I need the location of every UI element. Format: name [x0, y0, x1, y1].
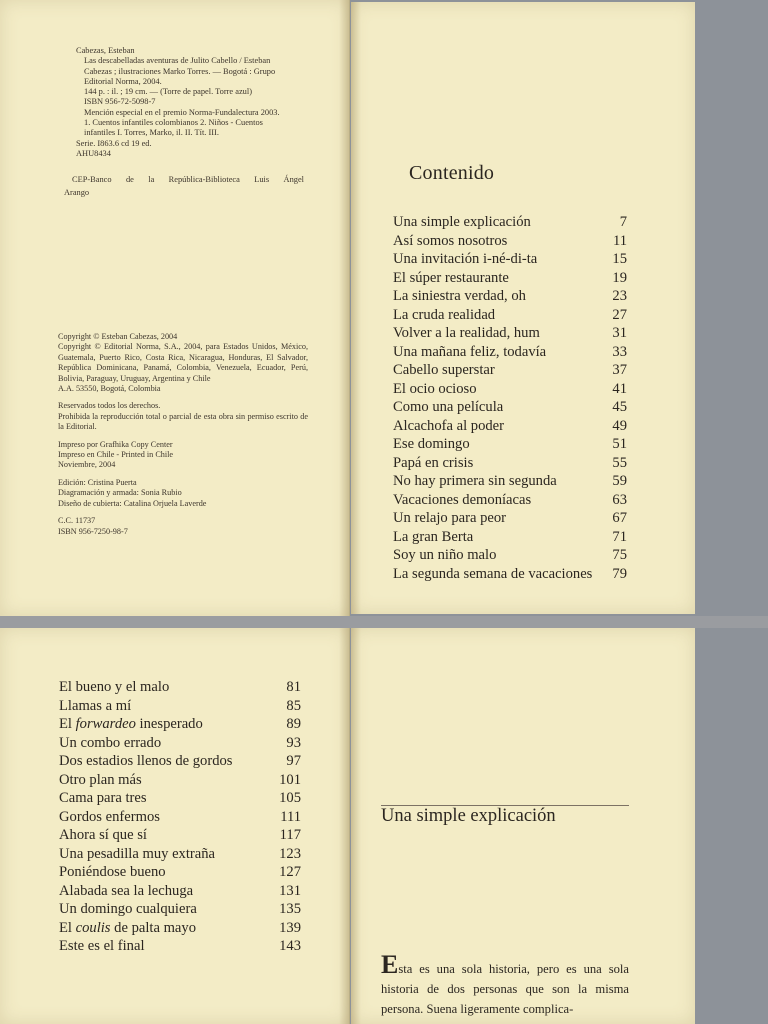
toc-entry-title-italic: forwardeo [75, 716, 136, 732]
toc-entry [59, 789, 301, 808]
toc-entry [59, 752, 301, 771]
isbn: ISBN 956-7250-98-7 [58, 526, 128, 536]
spread-separator [0, 616, 768, 628]
toc-entry [393, 250, 627, 269]
catalog-line: 1. Cuentos infantiles colombianos 2. Niños - Cuentos [84, 118, 263, 128]
toc-entry-title: Una pesadilla muy extraña [59, 845, 216, 862]
toc-entry-page: 71 [612, 528, 627, 545]
toc-entry-title: La siniestra verdad, oh [393, 288, 526, 304]
toc-entry-title-post: de palta mayo [110, 919, 197, 936]
toc-entry [59, 808, 301, 827]
cep-line-cont: Arango [64, 188, 90, 197]
gutter-shadow [339, 0, 349, 616]
toc-entry [59, 734, 301, 753]
contents-list-continued [59, 678, 301, 956]
toc-entry-page: 23 [612, 288, 627, 304]
toc-entry-title: Una mañana feliz, todavía [393, 343, 547, 360]
toc-entry [59, 826, 301, 845]
toc-entry-page: 27 [612, 306, 627, 323]
toc-entry [59, 845, 301, 864]
cep-record [64, 172, 304, 198]
toc-entry-page: 131 [279, 882, 301, 899]
toc-entry-title-post: inesperado [135, 716, 203, 732]
contents-page [351, 2, 695, 614]
chapter-body-text: sta es una sola historia, pero es una sola historia de dos personas que son la misma persona. Suena ligeramente complica- [381, 962, 629, 1016]
chapter-page [351, 628, 695, 1024]
contents-list [393, 213, 627, 583]
cc-number: C.C. 11737 [58, 516, 96, 526]
toc-entry-title: Dos estadios llenos de gordos [59, 753, 233, 769]
toc-entry [393, 417, 627, 436]
toc-entry-title: Llamas a mí [59, 697, 132, 714]
publisher-address: A.A. 53550, Bogotá, Colombia [58, 384, 161, 394]
toc-entry [59, 900, 301, 919]
toc-entry-title: Una simple explicación [393, 214, 531, 230]
credit-cover: Diseño de cubierta: Catalina Orjuela Laverde [58, 498, 207, 508]
toc-entry [393, 306, 627, 325]
toc-entry-title: El bueno y el malo [59, 679, 170, 695]
toc-entry-title: Soy un niño malo [393, 547, 497, 563]
toc-entry-title: Otro plan más [59, 771, 142, 788]
toc-entry-title: Ese domingo [393, 436, 470, 452]
catalog-line: 144 p. : il. ; 19 cm. — (Torre de papel. Torre azul) [84, 87, 252, 97]
toc-entry-page: 15 [612, 251, 627, 267]
printer: Impreso por Grafhika Copy Center [58, 439, 173, 449]
catalog-line: Las descabelladas aventuras de Julito Cabello / Esteban [84, 56, 271, 66]
toc-entry [393, 343, 627, 362]
toc-entry-page: 31 [612, 325, 627, 341]
toc-entry [393, 324, 627, 343]
catalog-line: Editorial Norma, 2004. [84, 76, 162, 86]
toc-entry-title: El súper restaurante [393, 269, 509, 286]
toc-entry-title: Poniéndose bueno [59, 864, 166, 880]
toc-entry-page: 101 [279, 771, 301, 788]
toc-entry [393, 509, 627, 528]
toc-entry-page: 55 [612, 454, 627, 471]
toc-entry [393, 213, 627, 232]
toc-entry-title: Alabada sea la lechuga [59, 882, 194, 899]
toc-entry-page: 81 [286, 679, 301, 695]
toc-entry-title: Gordos enfermos [59, 808, 160, 825]
catalog-line: Cabezas ; ilustraciones Marko Torres. — Bogotá : Grupo [84, 66, 276, 76]
toc-entry-page: 143 [279, 938, 301, 954]
toc-entry-title: No hay primera sin segunda [393, 473, 557, 489]
toc-entry [393, 380, 627, 399]
toc-entry-page: 79 [612, 565, 627, 582]
toc-entry-page: 19 [612, 269, 627, 286]
cataloging-record [76, 46, 306, 159]
catalog-line: infantiles I. Torres, Marko, il. II. Tít. III. [84, 128, 219, 138]
toc-entry [393, 472, 627, 491]
toc-entry-page: 45 [612, 399, 627, 415]
toc-entry-title: La segunda semana de vacaciones [393, 565, 593, 582]
toc-entry-page: 97 [286, 753, 301, 769]
toc-entry [59, 937, 301, 956]
toc-entry-title: La cruda realidad [393, 306, 496, 323]
toc-entry-page: 7 [619, 214, 627, 230]
toc-entry-title [59, 715, 203, 734]
toc-entry-page: 41 [612, 380, 627, 397]
chapter-title: Una simple explicación [381, 806, 556, 826]
toc-entry-title: Como una película [393, 399, 504, 415]
toc-entry-title: Volver a la realidad, hum [393, 325, 540, 341]
toc-entry-page: 127 [279, 864, 301, 880]
contents-title: Contenido [409, 162, 495, 184]
toc-entry-title-pre: El [59, 716, 76, 732]
toc-entry-page: 67 [612, 510, 627, 526]
print-date: Noviembre, 2004 [58, 460, 116, 470]
toc-entry-title: Este es el final [59, 938, 145, 954]
toc-entry [59, 678, 301, 697]
toc-entry-title: Cama para tres [59, 790, 147, 806]
toc-entry-title: Ahora sí que sí [59, 827, 147, 843]
copyright-publisher: Copyright © Editorial Norma, S.A., 2004, para Estados Unidos, México, Guatemala, Puerto Rico, Costa Rica, Nicaragua, Honduras, El Salvador, República Dominicana, Panamá, Colombia, Venezuela, Ecuador, Perú, Bolivia, Paraguay, Uruguay, Argentina y Chile [58, 342, 308, 383]
credit-layout: Diagramación y armada: Sonia Rubio [58, 488, 182, 498]
toc-entry-title: Papá en crisis [393, 454, 474, 471]
toc-entry [393, 232, 627, 251]
toc-entry-page: 139 [279, 919, 301, 936]
toc-entry-page: 37 [612, 362, 627, 378]
toc-entry-title-pre: El [59, 919, 76, 936]
copyright-author: Copyright © Esteban Cabezas, 2004 [58, 332, 178, 341]
rights-detail: Prohibida la reproducción total o parcial de esta obra sin permiso escrito de la Editorial. [58, 411, 308, 432]
gutter-shadow [351, 2, 361, 614]
toc-entry-title: La gran Berta [393, 528, 474, 545]
toc-entry-page: 135 [279, 901, 301, 917]
printed-in: Impreso en Chile - Printed in Chile [58, 450, 174, 460]
toc-entry-page: 33 [612, 343, 627, 360]
legal-block [58, 332, 308, 544]
copyright-page [0, 0, 350, 616]
toc-entry-page: 51 [612, 436, 627, 452]
credit-edition: Edición: Cristina Puerta [58, 477, 137, 487]
toc-entry-title: Un relajo para peor [393, 510, 507, 526]
catalog-author: Cabezas, Esteban [76, 46, 135, 55]
toc-entry-title: Alcachofa al poder [393, 417, 505, 434]
toc-entry-page: 117 [279, 827, 301, 843]
gutter-shadow [351, 628, 361, 1024]
toc-entry [393, 287, 627, 306]
chapter-body [381, 950, 629, 1019]
toc-entry [59, 863, 301, 882]
toc-entry-page: 123 [279, 845, 301, 862]
toc-entry [393, 454, 627, 473]
toc-entry [59, 919, 301, 938]
toc-entry-title: El ocio ocioso [393, 380, 477, 397]
toc-entry-page: 59 [612, 473, 627, 489]
toc-entry [59, 697, 301, 716]
toc-entry [393, 435, 627, 454]
toc-entry-title [59, 919, 196, 938]
toc-entry-page: 111 [280, 808, 301, 825]
toc-entry-page: 105 [279, 790, 301, 806]
toc-entry-title: Vacaciones demoníacas [393, 491, 532, 508]
toc-entry [393, 491, 627, 510]
toc-entry-title-italic: coulis [75, 919, 111, 936]
toc-entry-page: 93 [286, 734, 301, 751]
rights-reserved: Reservados todos los derechos. [58, 401, 161, 411]
toc-entry [393, 528, 627, 547]
toc-entry-title: Una invitación i-né-di-ta [393, 251, 538, 267]
catalog-line: Serie. I863.6 cd 19 ed. [76, 138, 152, 148]
toc-entry [59, 882, 301, 901]
toc-entry-title: Así somos nosotros [393, 232, 508, 249]
drop-cap: E [381, 950, 399, 979]
gutter-shadow [339, 628, 349, 1024]
toc-entry [393, 546, 627, 565]
toc-entry [393, 565, 627, 584]
toc-entry-page: 75 [612, 547, 627, 563]
catalog-line: ISBN 956-72-5098-7 [84, 97, 156, 107]
catalog-line: Mención especial en el premio Norma-Fundalectura 2003. [84, 107, 280, 117]
contents-page-continued [0, 628, 350, 1024]
toc-entry-title: Cabello superstar [393, 362, 495, 378]
toc-entry [59, 715, 301, 734]
toc-entry-title: Un combo errado [59, 734, 162, 751]
toc-entry-page: 63 [612, 491, 627, 508]
toc-entry-page: 11 [612, 232, 627, 249]
cep-line: CEP-Banco de la República-Biblioteca Luis Ángel [72, 175, 304, 184]
toc-entry-page: 49 [612, 417, 627, 434]
toc-entry [393, 361, 627, 380]
catalog-line: AHU8434 [76, 148, 111, 158]
toc-entry-page: 85 [286, 697, 301, 714]
toc-entry-title: Un domingo cualquiera [59, 901, 197, 917]
toc-entry [59, 771, 301, 790]
toc-entry [393, 269, 627, 288]
toc-entry [393, 398, 627, 417]
toc-entry-page: 89 [286, 716, 301, 732]
